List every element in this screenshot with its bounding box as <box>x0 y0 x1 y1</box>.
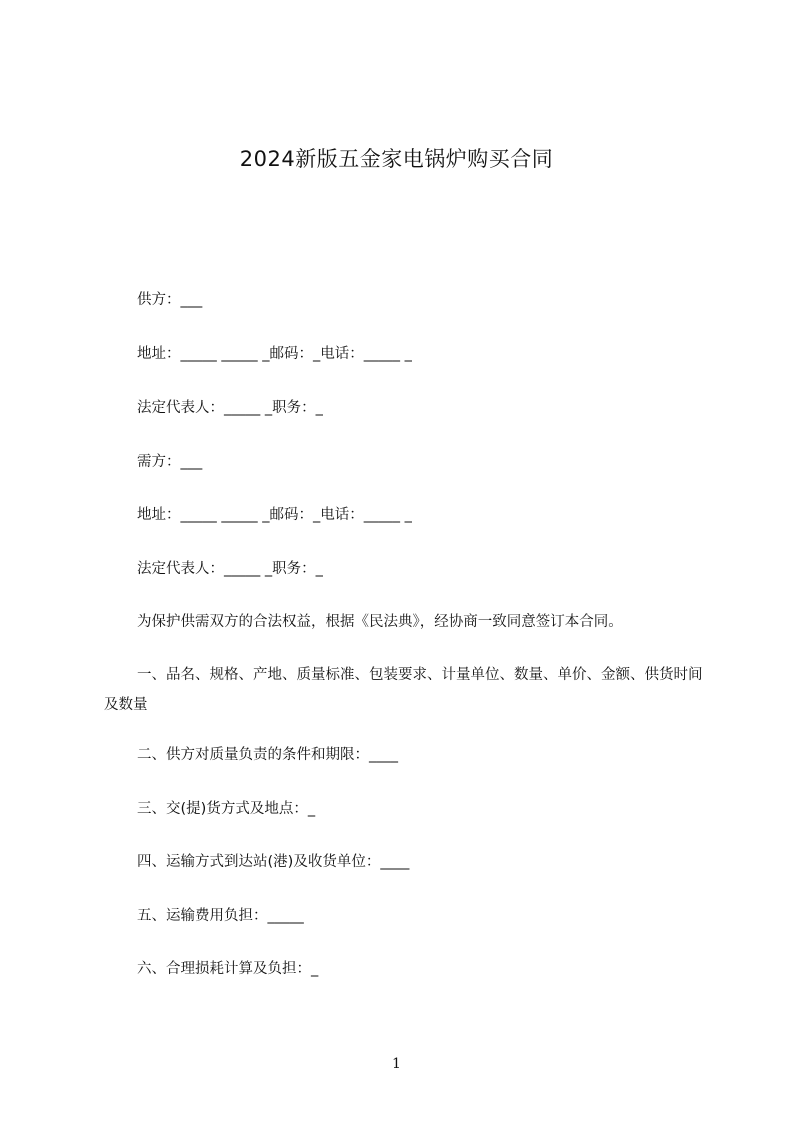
document-title: 2024新版五金家电锅炉购买合同 <box>239 147 554 171</box>
clause-5: 五、运输费用负担：_____ <box>137 908 304 924</box>
supplier-representative-line: 法定代表人：_____ _职务：_ <box>137 400 323 416</box>
clause-1: 一、品名、规格、产地、质量标准、包装要求、计量单位、数量、单价、金额、供货时间及数量 <box>104 667 703 713</box>
clause-4: 四、运输方式到达站(港)及收货单位：____ <box>137 854 410 870</box>
clause-2: 二、供方对质量负责的条件和期限：____ <box>137 747 398 763</box>
buyer-name-line: 需方：___ <box>137 454 203 470</box>
preamble-text: 为保护供需双方的合法权益，根据《民法典》，经协商一致同意签订本合同。 <box>137 614 623 630</box>
supplier-name-line: 供方：___ <box>137 292 203 308</box>
buyer-representative-line: 法定代表人：_____ _职务：_ <box>137 561 323 577</box>
clause-6: 六、合理损耗计算及负担：_ <box>137 961 319 977</box>
clause-3: 三、交(提)货方式及地点：_ <box>137 801 316 817</box>
buyer-address-line: 地址：_____ _____ _邮码：_电话：_____ _ <box>137 507 412 523</box>
supplier-address-line: 地址：_____ _____ _邮码：_电话：_____ _ <box>137 346 412 362</box>
page-number: 1 <box>392 1056 401 1072</box>
